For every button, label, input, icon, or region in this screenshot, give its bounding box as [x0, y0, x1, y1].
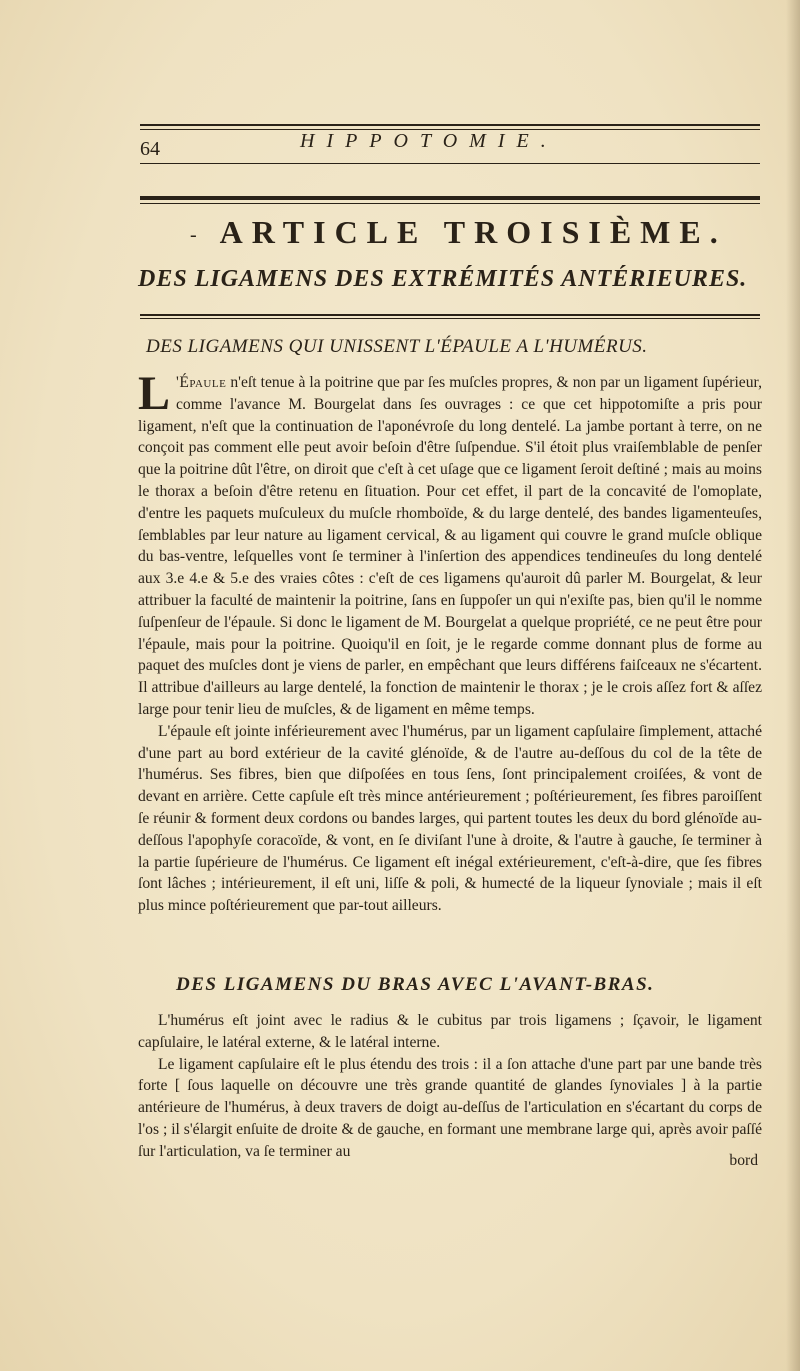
- subtitle: DES LIGAMENS DES EXTRÉMITÉS ANTÉRIEURES.: [138, 266, 748, 292]
- catchword: bord: [729, 1152, 758, 1169]
- section-rule-thin: [140, 318, 760, 319]
- page-number: 64: [140, 138, 160, 160]
- article-title-text: ARTICLE TROISIÈME.: [219, 214, 727, 250]
- title-dash: -: [190, 224, 206, 247]
- section-rule-thick: [140, 314, 760, 316]
- section-heading-shoulder: DES LIGAMENS QUI UNISSENT L'ÉPAULE A L'HUMÉRUS.: [146, 336, 648, 357]
- section-heading-arm: DES LIGAMENS DU BRAS AVEC L'AVANT-BRAS.: [176, 974, 655, 995]
- header-rule-bottom: [140, 163, 760, 164]
- paragraph: L'humérus eſt joint avec le radius & le cubitus par trois ligamens ; ſçavoir, le ligament capſulaire, le latéral externe, & le latéral interne.: [138, 1012, 762, 1051]
- ornament-rule-thin: [140, 203, 760, 204]
- ornament-rule-thick: [140, 196, 760, 200]
- page-edge-shadow: [786, 0, 800, 1371]
- paragraph: [138, 367, 762, 721]
- paragraph: Le ligament capſulaire eſt le plus étendu des trois : il a ſon attache d'une part par une bande très forte [ ſous laquelle on découvre une très grande quantité de glandes ſynoviales ] à la partie antérieure de l'humérus, à deux travers de doigt au-deſſus de l'articulation en s'écartant du corps de l'os ; il s'élargit enſuite de droite & de gauche, en formant une membrane large qui, après avoir paſſé ſur l'articulation, va ſe terminer au: [138, 1055, 762, 1160]
- running-head: HIPPOTOMIE.: [300, 130, 558, 152]
- section-body-arm: [138, 1010, 762, 1163]
- paragraph: L'épaule eſt jointe inférieurement avec l'humérus, par un ligament capſulaire ſimplement, attaché d'une part au bord extérieur de la cavité glénoïde, & de l'autre au-deſſous du col de la tête de l'humérus. Ses fibres, bien que diſpoſées en tous ſens, ſont principalement croiſées, & vont de devant en arrière. Cette capſule eſt très mince antérieurement ; poſtérieurement, ſes fibres paroiſſent ſe réunir & forment deux cordons ou bandes larges, qui partent toutes les deux du bord glénoïde au-deſſous l'apophyſe coracoïde, & vont, en ſe diviſant l'une à droite, & l'autre à gauche, ſe terminer à la partie ſupérieure de l'humérus. Ce ligament eſt inégal extérieurement, c'eſt-à-dire, que ſes fibres ſont lâches ; intérieurement, il eſt uni, liſſe & poli, & humecté de la liqueur ſynoviale ; mais il eſt plus mince poſtérieurement que par-tout ailleurs.: [138, 722, 762, 915]
- paragraph-text: n'eſt tenue à la poitrine que par ſes muſcles propres, & non par un ligament ſupérieur, comme l'avance M. Bourgelat dans ſes ouvrages : ce que cet hippotomiſte a pris pour ligament, n'eſt que la continuation de l'aponévroſe du long dentelé. La jambe portant à terre, on ne conçoit pas comment elle peut avoir beſoin d'être ſuſpendue. S'il étoit plus vraiſemblable de penſer que la poitrine dût l'être, on diroit que c'eſt à cet uſage que ce ligament ſeroit deſtiné ; mais au moins le thorax a beſoin d'être retenu en ſituation. Pour cet effet, il part de la concavité de l'omoplate, d'entre les paquets muſculeux du muſcle rhomboïde, & du large dentelé, des bandes ligamenteuſes, ſemblables par leur nature au ligament cervical, & au ligament qui couvre le grand muſcle oblique du bas-ventre, leſquelles vont ſe terminer à l'inſertion des appendices tendineuſes du long dentelé aux 3.e 4.e & 5.e des vraies côtes : c'eſt de ces ligamens qu'auroit dû parler M. Bourgelat, & leur attribuer la faculté de maintenir la poitrine, ſans en ſuppoſer un qui n'exiſte pas, bien qu'il le nomme ſuſpenſeur de l'épaule. Si donc le ligament de M. Bourgelat a quelque propriété, ce ne peut être pour l'épaule, mais pour la poitrine. Quoiqu'il en ſoit, je le regarde comme donnant plus de forme au paquet des muſcles dont je viens de parler, en empêchant que leurs différens faiſceaux ne s'écartent. Il attribue d'ailleurs au large dentelé, la fonction de maintenir le thorax ; je le crois aſſez fort & aſſez large pour tenir lieu de muſcles, & de ligament en même temps.: [138, 374, 762, 718]
- article-title: [190, 214, 750, 251]
- section-body-shoulder: [138, 367, 762, 917]
- lead-word: 'Épaule: [176, 374, 227, 391]
- drop-cap: L: [138, 367, 171, 420]
- header-rule-top: [140, 124, 760, 126]
